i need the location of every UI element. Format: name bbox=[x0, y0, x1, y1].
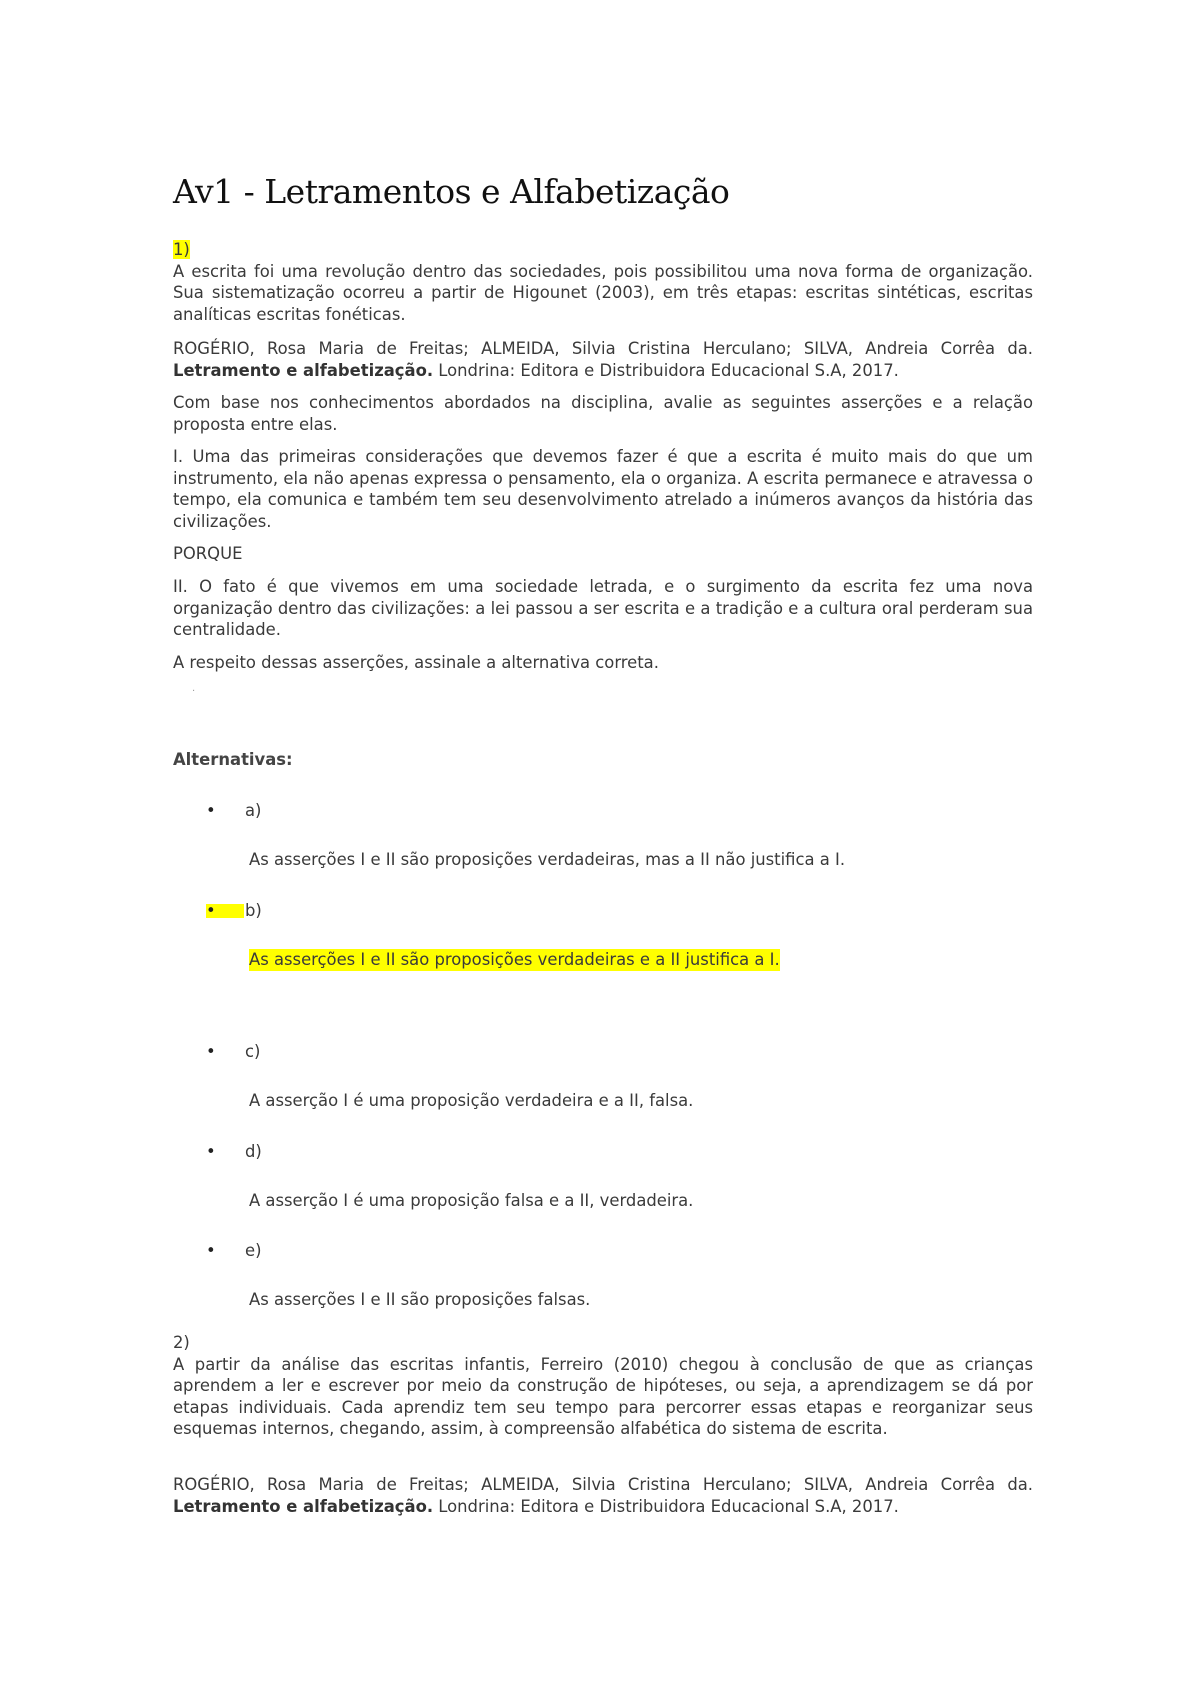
question-1-header bbox=[173, 239, 1033, 325]
page-title: Av1 - Letramentos e Alfabetização bbox=[173, 172, 730, 211]
instruction: A respeito dessas asserções, assinale a alternativa correta. bbox=[173, 653, 659, 672]
reference-title: Letramento e alfabetização. bbox=[173, 360, 434, 380]
porque-label: PORQUE bbox=[173, 544, 243, 563]
bullet-icon: • bbox=[206, 801, 216, 820]
alternative-text: As asserções I e II são proposições verdadeiras, mas a II não justifica a I. bbox=[249, 850, 846, 869]
stray-mark: · bbox=[192, 686, 196, 697]
question-number: 1) bbox=[173, 240, 190, 259]
bullet-icon: • bbox=[206, 1142, 216, 1161]
alternative-letter: d) bbox=[245, 1142, 262, 1161]
reference-publisher: Londrina: Editora e Distribuidora Educacional S.A, 2017. bbox=[438, 360, 899, 380]
alternative-text: As asserções I e II são proposições verdadeiras e a II justifica a I. bbox=[249, 950, 780, 969]
assertion-1: I. Uma das primeiras considerações que devemos fazer é que a escrita é muito mais do que um instrumento, ela não apenas expressa o pensamento, ela o organiza. A escrita permanece e atravessa o tempo, ela comunica e também tem seu desenvolvimento atrelado a inúmeros avanços da história das civilizações. bbox=[173, 447, 1033, 531]
bullet-icon: • bbox=[206, 1042, 216, 1061]
question-number: 2) bbox=[173, 1333, 190, 1352]
alternative-text: As asserções I e II são proposições falsas. bbox=[249, 1290, 591, 1309]
question-intro: A partir da análise das escritas infantis, Ferreiro (2010) chegou à conclusão de que as crianças aprendem a ler e escrever por meio da construção de hipóteses, ou seja, a aprendizagem se dá por etapas individuais. Cada aprendiz tem seu tempo para percorrer essas etapas e reorganizar seus esquemas internos, chegando, assim, à compreensão alfabética do sistema de escrita. bbox=[173, 1354, 1033, 1438]
reference-publisher: Londrina: Editora e Distribuidora Educacional S.A, 2017. bbox=[438, 1496, 899, 1516]
reference-authors: ROGÉRIO, Rosa Maria de Freitas; ALMEIDA, Silvia Cristina Herculano; SILVA, Andreia Corrêa da. bbox=[173, 339, 1033, 358]
reference-title: Letramento e alfabetização. bbox=[173, 1496, 434, 1516]
assertion-2: II. O fato é que vivemos em uma sociedade letrada, e o surgimento da escrita fez uma nova organização dentro das civilizações: a lei passou a ser escrita e a tradição e a cultura oral perderam sua centralidade. bbox=[173, 577, 1033, 639]
alternative-letter: b) bbox=[245, 901, 262, 920]
alternatives-heading: Alternativas: bbox=[173, 750, 293, 769]
question-prompt: Com base nos conhecimentos abordados na disciplina, avalie as seguintes asserções e a relação proposta entre elas. bbox=[173, 393, 1033, 434]
alternative-letter: e) bbox=[245, 1241, 262, 1260]
question-intro: A escrita foi uma revolução dentro das sociedades, pois possibilitou uma nova forma de organização. Sua sistematização ocorreu a partir de Higounet (2003), em três etapas: escritas sintéticas, escritas analíticas escritas fonéticas. bbox=[173, 261, 1033, 324]
alternative-letter: c) bbox=[245, 1042, 261, 1061]
reference bbox=[173, 338, 1033, 381]
question-2-header bbox=[173, 1332, 1033, 1440]
bullet-icon: • bbox=[206, 901, 216, 920]
alternative-text: A asserção I é uma proposição falsa e a II, verdadeira. bbox=[249, 1191, 694, 1210]
reference bbox=[173, 1474, 1033, 1517]
reference-authors: ROGÉRIO, Rosa Maria de Freitas; ALMEIDA, Silvia Cristina Herculano; SILVA, Andreia Corrêa da. bbox=[173, 1475, 1033, 1494]
alternative-letter: a) bbox=[245, 801, 262, 820]
alternative-text: A asserção I é uma proposição verdadeira e a II, falsa. bbox=[249, 1091, 694, 1110]
bullet-icon: • bbox=[206, 1241, 216, 1260]
